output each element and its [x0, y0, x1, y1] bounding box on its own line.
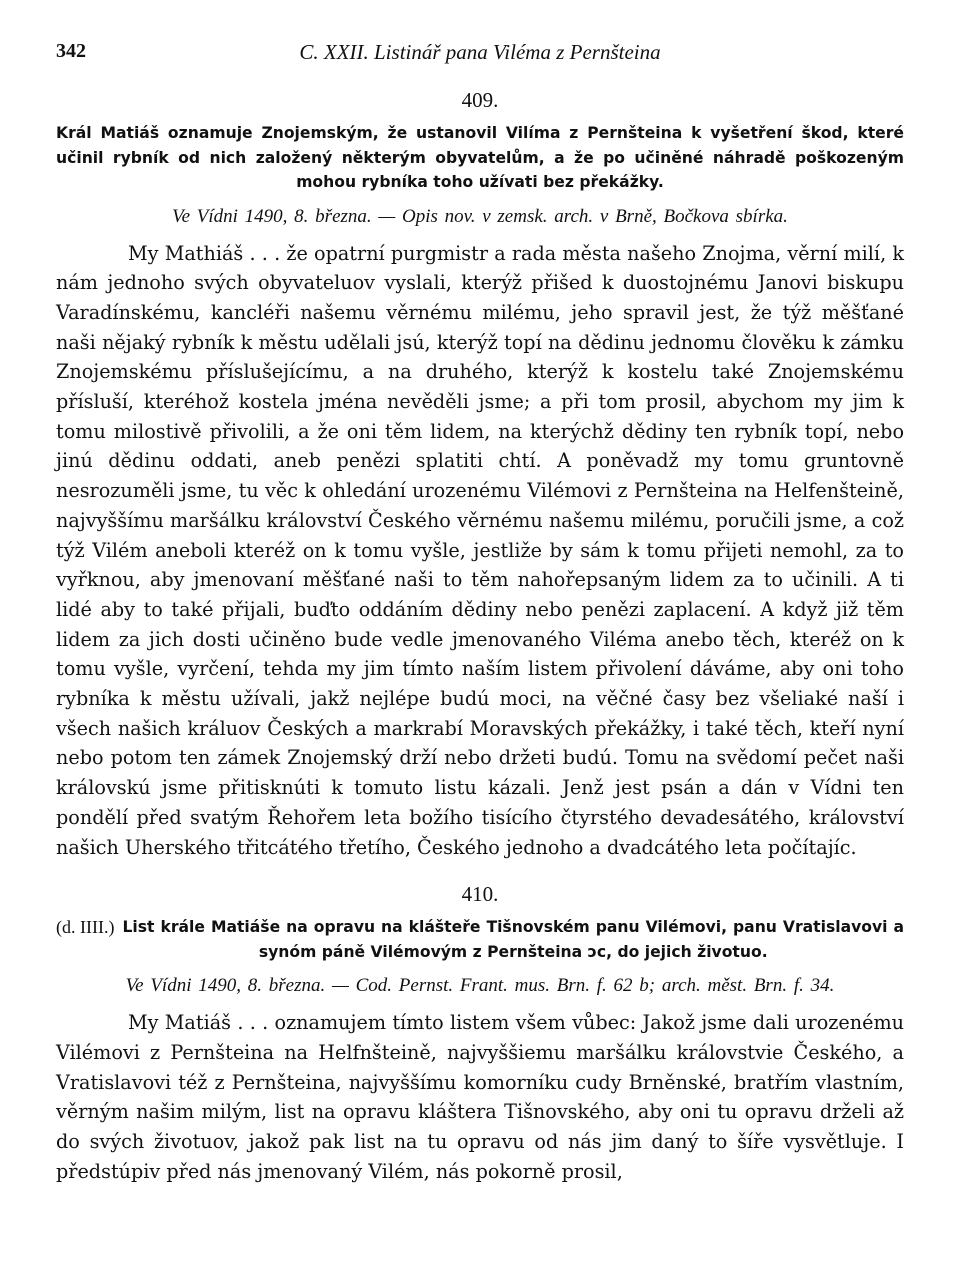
- document-summary: [56, 915, 904, 964]
- document-410: [56, 882, 904, 1186]
- document-number: 409.: [461, 88, 499, 112]
- page-number: 342: [56, 40, 86, 62]
- document-summary: Král Matiáš oznamuje Znojemským, že ustanovil Vilíma z Pernšteina k vyšetření škod, které učinil rybník od nich založený některým obyvatelům, a že po učiněné náhradě poškozeným mohou rybníka toho užívati bez překážky.: [56, 124, 904, 191]
- running-title: C. XXII. Listinář pana Viléma z Pernšteina: [299, 40, 661, 64]
- running-head: [56, 36, 904, 70]
- document-number: 410.: [461, 882, 499, 907]
- document-date-prefix: (d. IIII.): [56, 917, 115, 938]
- document-paragraph: My Matiáš . . . oznamujem tímto listem všem vůbec: Jakož jsme dali urozenému Vilémovi z Pernšteina na Helfnšteině, najvyššiemu maršálku královstvie Českého, a Vratislavovi též z Pernšteina, najvyššímu komorníku cudy Brněnské, bratřím vlastním, věrným našim milým, list na opravu kláštera Tišnovského, aby oni tu opravu drželi až do svých životuov, jakož pak list na tu opravu od nás jim daný to šíře vysvětluje. I předstúpiv před nás jmenovaný Vilém, nás pokorně prosil,: [56, 1011, 904, 1183]
- document-text: [56, 239, 904, 863]
- book-page: [56, 36, 904, 1186]
- document-source: Ve Vídni 1490, 8. března. — Opis nov. v zemsk. arch. v Brně, Bočkova sbírka.: [172, 205, 788, 227]
- document-text: [56, 1008, 904, 1186]
- document-summary-text: List krále Matiáše na opravu na klášteře Tišnovském panu Vilémovi, panu Vratislavovi a synóm páně Vilémovým z Pernšteina ɔc, do jejich životuo.: [122, 918, 904, 961]
- document-409: [56, 88, 904, 862]
- document-paragraph: My Mathiáš . . . že opatrní purgmistr a rada města našeho Znojma, věrní milí, k nám jednoho svých obyvateluov vyslali, kterýž přišed k duostojnému Janovi biskupu Varadínskému, kancléři našemu věrnému milému, jeho spravil jest, že týž měšťané naši nějaký rybník k městu udělali jsú, kterýž topí na dědinu jednomu člověku k zámku Znojemskému příslušejícímu, a na druhého, kterýž k kostelu také Znojemskému přísluší, kteréhož kostela jména nevěděli jsme; a při tom prosil, abychom my jim k tomu milostivě přivolili, a že oni těm lidem, na kterýchž dědiny ten rybník topí, nebo jinú dědinu oddati, aneb penězi splatiti chtí. A poněvadž my tomu gruntovně nesrozuměli jsme, tu věc k ohledání urozenému Vilémovi z Pernšteina na Helfenšteině, najvyššímu maršálku království Českého věrnému našemu milému, poručili jsme, a což týž Vilém aneboli kteréž on k tomu vyšle, jestliže by sám k tomu přijeti nemohl, za to vyřknou, aby jmenovaní měšťané naši to těm nahořepsaným lidem za to učinili. A ti lidé aby to také přijali, buďto oddáním dědiny nebo penězi zaplacení. A když již těm lidem za jich dosti učiněno bude vedle jmenovaného Viléma anebo těch, kteréž on k tomu vyšle, vyrčení, tehda my jim tímto naším listem přivolení dáváme, aby oni toho rybníka k městu užívali, jakž nejlépe budú moci, na věčné časy bez všeliaké naší i všech našich králuov Českých a markrabí Moravských překážky, i také těch, kteří nyní nebo potom ten zámek Znojemský drží nebo držeti budú. Tomu na svědomí pečet naši královskú jsme přitisknúti k tomuto listu kázali. Jenž jest psán a dán v Vídni ten pondělí před svatým Řehořem leta božího tisícího čtyrstého devadesátého, království našich Uherského třitcátého třetího, Českého jednoho a dvadcátého leta počítajíc.: [56, 241, 904, 859]
- document-source: Ve Vídni 1490, 8. března. — Cod. Pernst. Frant. mus. Brn. f. 62 b; arch. měst. Brn. f. 34.: [125, 975, 835, 997]
